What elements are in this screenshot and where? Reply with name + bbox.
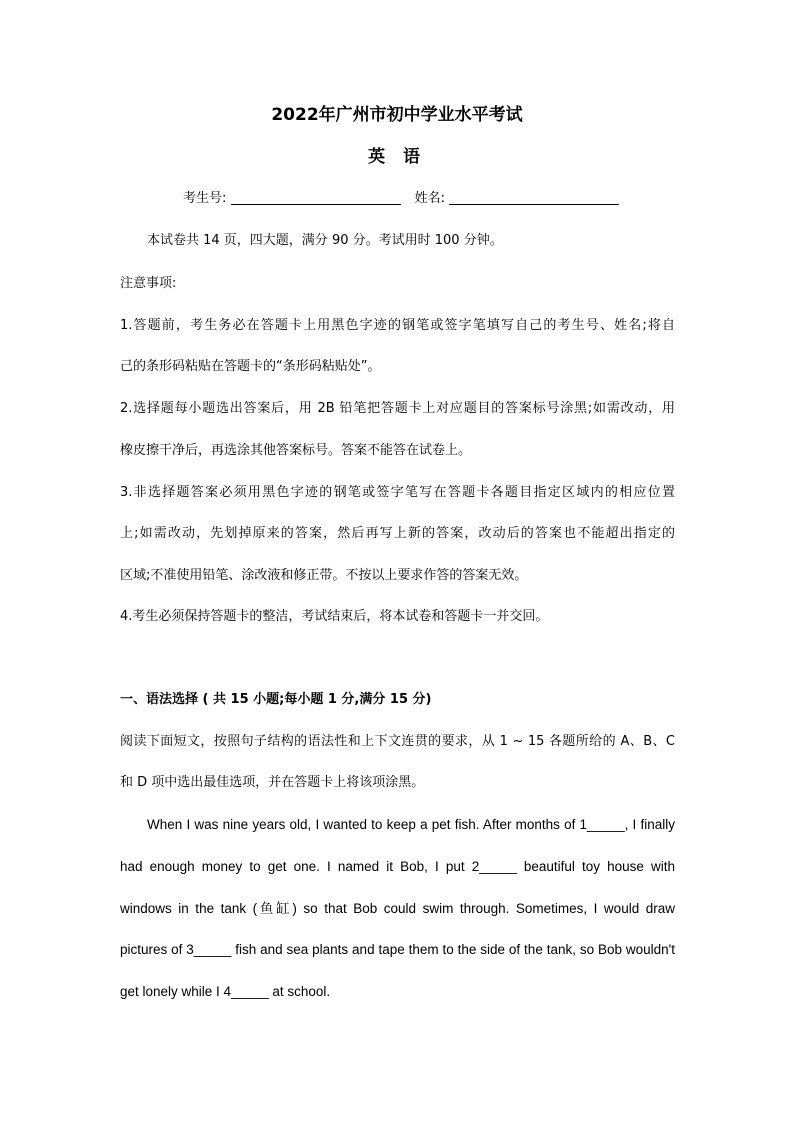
passage-line: pictures of 3_____ fish and sea plants and tape them to the side of the tank, so Bob wouldn't	[120, 942, 675, 957]
passage-line: get lonely while I 4_____ at school.	[120, 984, 331, 999]
candidate-number-blank	[231, 190, 401, 205]
note-line: 区域;不准使用铅笔、涂改液和修正带。不按以上要求作答的答案无效。	[120, 568, 528, 583]
note-line: 己的条形码粘贴在答题卡的“条形码粘贴处”。	[120, 359, 381, 374]
passage-line: When I was nine years old, I wanted to keep a pet fish. After months of 1_____, I finally	[147, 817, 675, 832]
note-line: 上;如需改动，先划掉原来的答案，然后再写上新的答案，改动后的答案也不能超出指定的	[120, 526, 675, 541]
note-line: 2.选择题每小题选出答案后，用 2B 铅笔把答题卡上对应题目的答案标号涂黑;如需改动，用	[120, 401, 675, 416]
notes-heading: 注意事项:	[120, 276, 177, 291]
passage-line: windows in the tank (鱼缸) so that Bob could swim through. Sometimes, I would draw	[120, 901, 675, 916]
exam-intro: 本试卷共 14 页，四大题，满分 90 分。考试用时 100 分钟。	[147, 233, 503, 248]
exam-subject: 英 语	[368, 147, 426, 167]
section-instruction-line: 和 D 项中选出最佳选项，并在答题卡上将该项涂黑。	[120, 775, 425, 790]
exam-title: 2022年广州市初中学业水平考试	[271, 105, 523, 125]
candidate-number-label: 考生号:	[183, 191, 227, 206]
name-blank	[449, 190, 619, 205]
note-line: 3.非选择题答案必须用黑色字迹的钢笔或签字笔写在答题卡各题目指定区域内的相应位置	[120, 485, 675, 500]
note-line: 1.答题前，考生务必在答题卡上用黑色字迹的钢笔或签字笔填写自己的考生号、姓名;将自	[120, 318, 675, 333]
candidate-info-line	[183, 189, 625, 209]
name-label: 姓名:	[414, 191, 446, 206]
section-instruction-line: 阅读下面短文，按照句子结构的语法性和上下文连贯的要求，从 1 ~ 15 各题所给的 A、B、C	[120, 734, 675, 749]
passage-line: had enough money to get one. I named it Bob, I put 2_____ beautiful toy house with	[120, 859, 675, 874]
section-heading: 一、语法选择 ( 共 15 小题;每小题 1 分,满分 15 分)	[120, 692, 432, 707]
note-line: 橡皮擦干净后，再选涂其他答案标号。答案不能答在试卷上。	[120, 443, 472, 458]
note-line: 4.考生必须保持答题卡的整洁，考试结束后，将本试卷和答题卡一并交回。	[120, 609, 549, 624]
